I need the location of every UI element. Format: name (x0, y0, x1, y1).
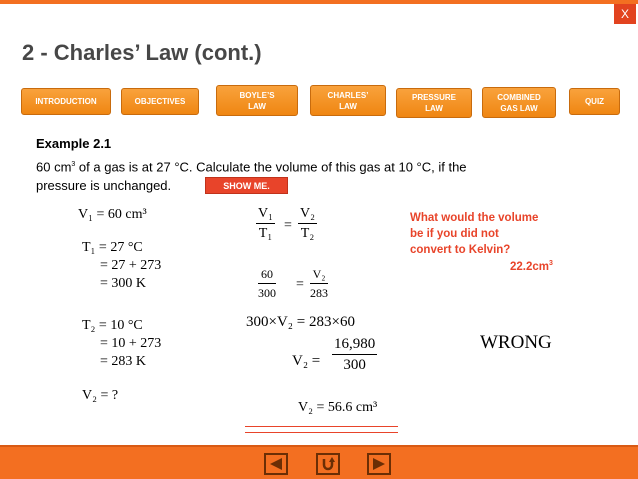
problem-text-1: 60 cm (36, 159, 72, 175)
return-button[interactable] (316, 453, 340, 475)
kelvin-answer (510, 260, 553, 273)
fraction-t1: T₁ (258, 226, 273, 241)
problem-text-2: of a gas is at 27 °C. Calculate the volume of this gas at 10 °C, if the (75, 159, 467, 175)
kelvin-answer-superscript: 3 (549, 260, 553, 267)
nav-boyles-law-button[interactable] (216, 85, 298, 116)
fraction-t2: T₂ (300, 226, 315, 241)
kelvin-question (410, 210, 538, 258)
problem-statement (36, 155, 596, 195)
divider-line-2 (245, 432, 398, 433)
nav-introduction-label: INTRODUCTION (35, 97, 97, 106)
nav-boyles-label-2: LAW (248, 101, 266, 111)
problem-superscript: 3 (71, 161, 76, 168)
example-heading: Example 2.1 (36, 136, 112, 151)
kelvin-question-line-2: be if you did not (410, 228, 499, 240)
fraction-60-300 (258, 267, 276, 301)
triangle-right-icon (371, 457, 387, 471)
kelvin-question-line-3: convert to Kelvin? (410, 244, 511, 256)
nav-introduction-button[interactable] (21, 88, 111, 115)
nav-pressure-label-1: PRESSURE (411, 93, 456, 102)
nav-combined-label-2: GAS LAW (500, 103, 538, 113)
nav-pressure-law-button[interactable] (396, 88, 472, 118)
nav-charles-label-2: LAW (339, 101, 357, 111)
nav-quiz-button[interactable] (569, 88, 620, 115)
eq-t2-c: = 283 K (100, 354, 147, 369)
fraction-v2-283 (310, 267, 328, 301)
fraction-16980: 16,980 (332, 336, 377, 355)
eq-v1: V₁ = 60 cm³ (78, 207, 147, 222)
page-title: 2 - Charles’ Law (cont.) (22, 40, 262, 65)
equals-sign-2: = (296, 277, 304, 292)
close-button[interactable]: X (614, 4, 636, 24)
nav-objectives-button[interactable] (121, 88, 199, 115)
nav-boyles-label-1: BOYLE’S (239, 90, 275, 100)
equals-sign-1: = (284, 218, 292, 233)
fraction-v2: V₂ (298, 206, 317, 224)
triangle-left-icon (268, 457, 284, 471)
nav-objectives-label: OBJECTIVES (134, 97, 186, 106)
nav-quiz-label: QUIZ (584, 97, 605, 106)
fraction-v2-t2 (298, 206, 317, 242)
nav-combined-label-1: COMBINED (497, 92, 541, 102)
wrong-label: WRONG (480, 332, 552, 353)
show-me-button[interactable]: SHOW ME. (205, 177, 288, 194)
fraction-300: 300 (258, 286, 276, 300)
divider-line-1 (245, 426, 398, 427)
eq-t2-a: T₂ = 10 °C (82, 318, 143, 333)
fraction-v1-t1 (256, 206, 275, 242)
eq-t1-c: = 300 K (100, 276, 147, 291)
top-accent-bar (0, 0, 638, 4)
eq-t1-b: = 27 + 273 (100, 258, 162, 273)
eq-v2-lhs: V₂ = (292, 353, 321, 369)
fraction-16980-300 (332, 336, 377, 374)
fraction-v2-b: V₂ (310, 267, 328, 284)
nav-charles-label-1: CHARLES’ (327, 90, 369, 100)
problem-text-3: pressure is unchanged. (36, 178, 172, 194)
eq-cross-multiply: 300×V₂ = 283×60 (246, 314, 355, 330)
eq-v2-unknown: V₂ = ? (82, 388, 119, 403)
eq-t1-a: T₁ = 27 °C (82, 240, 143, 255)
eq-result: V₂ = 56.6 cm³ (298, 400, 378, 415)
forward-button[interactable] (367, 453, 391, 475)
eq-t2-b: = 10 + 273 (100, 336, 162, 351)
nav-pressure-label-2: LAW (425, 104, 443, 113)
kelvin-question-line-1: What would the volume (410, 212, 539, 224)
nav-charles-law-button[interactable] (310, 85, 386, 116)
back-button[interactable] (264, 453, 288, 475)
fraction-v1: V₁ (256, 206, 275, 224)
kelvin-answer-value: 22.2cm (510, 260, 550, 273)
fraction-283: 283 (310, 286, 328, 300)
nav-combined-gas-law-button[interactable] (482, 87, 556, 118)
u-turn-arrow-icon (320, 456, 336, 472)
fraction-60: 60 (258, 267, 276, 284)
fraction-300-b: 300 (343, 357, 366, 373)
